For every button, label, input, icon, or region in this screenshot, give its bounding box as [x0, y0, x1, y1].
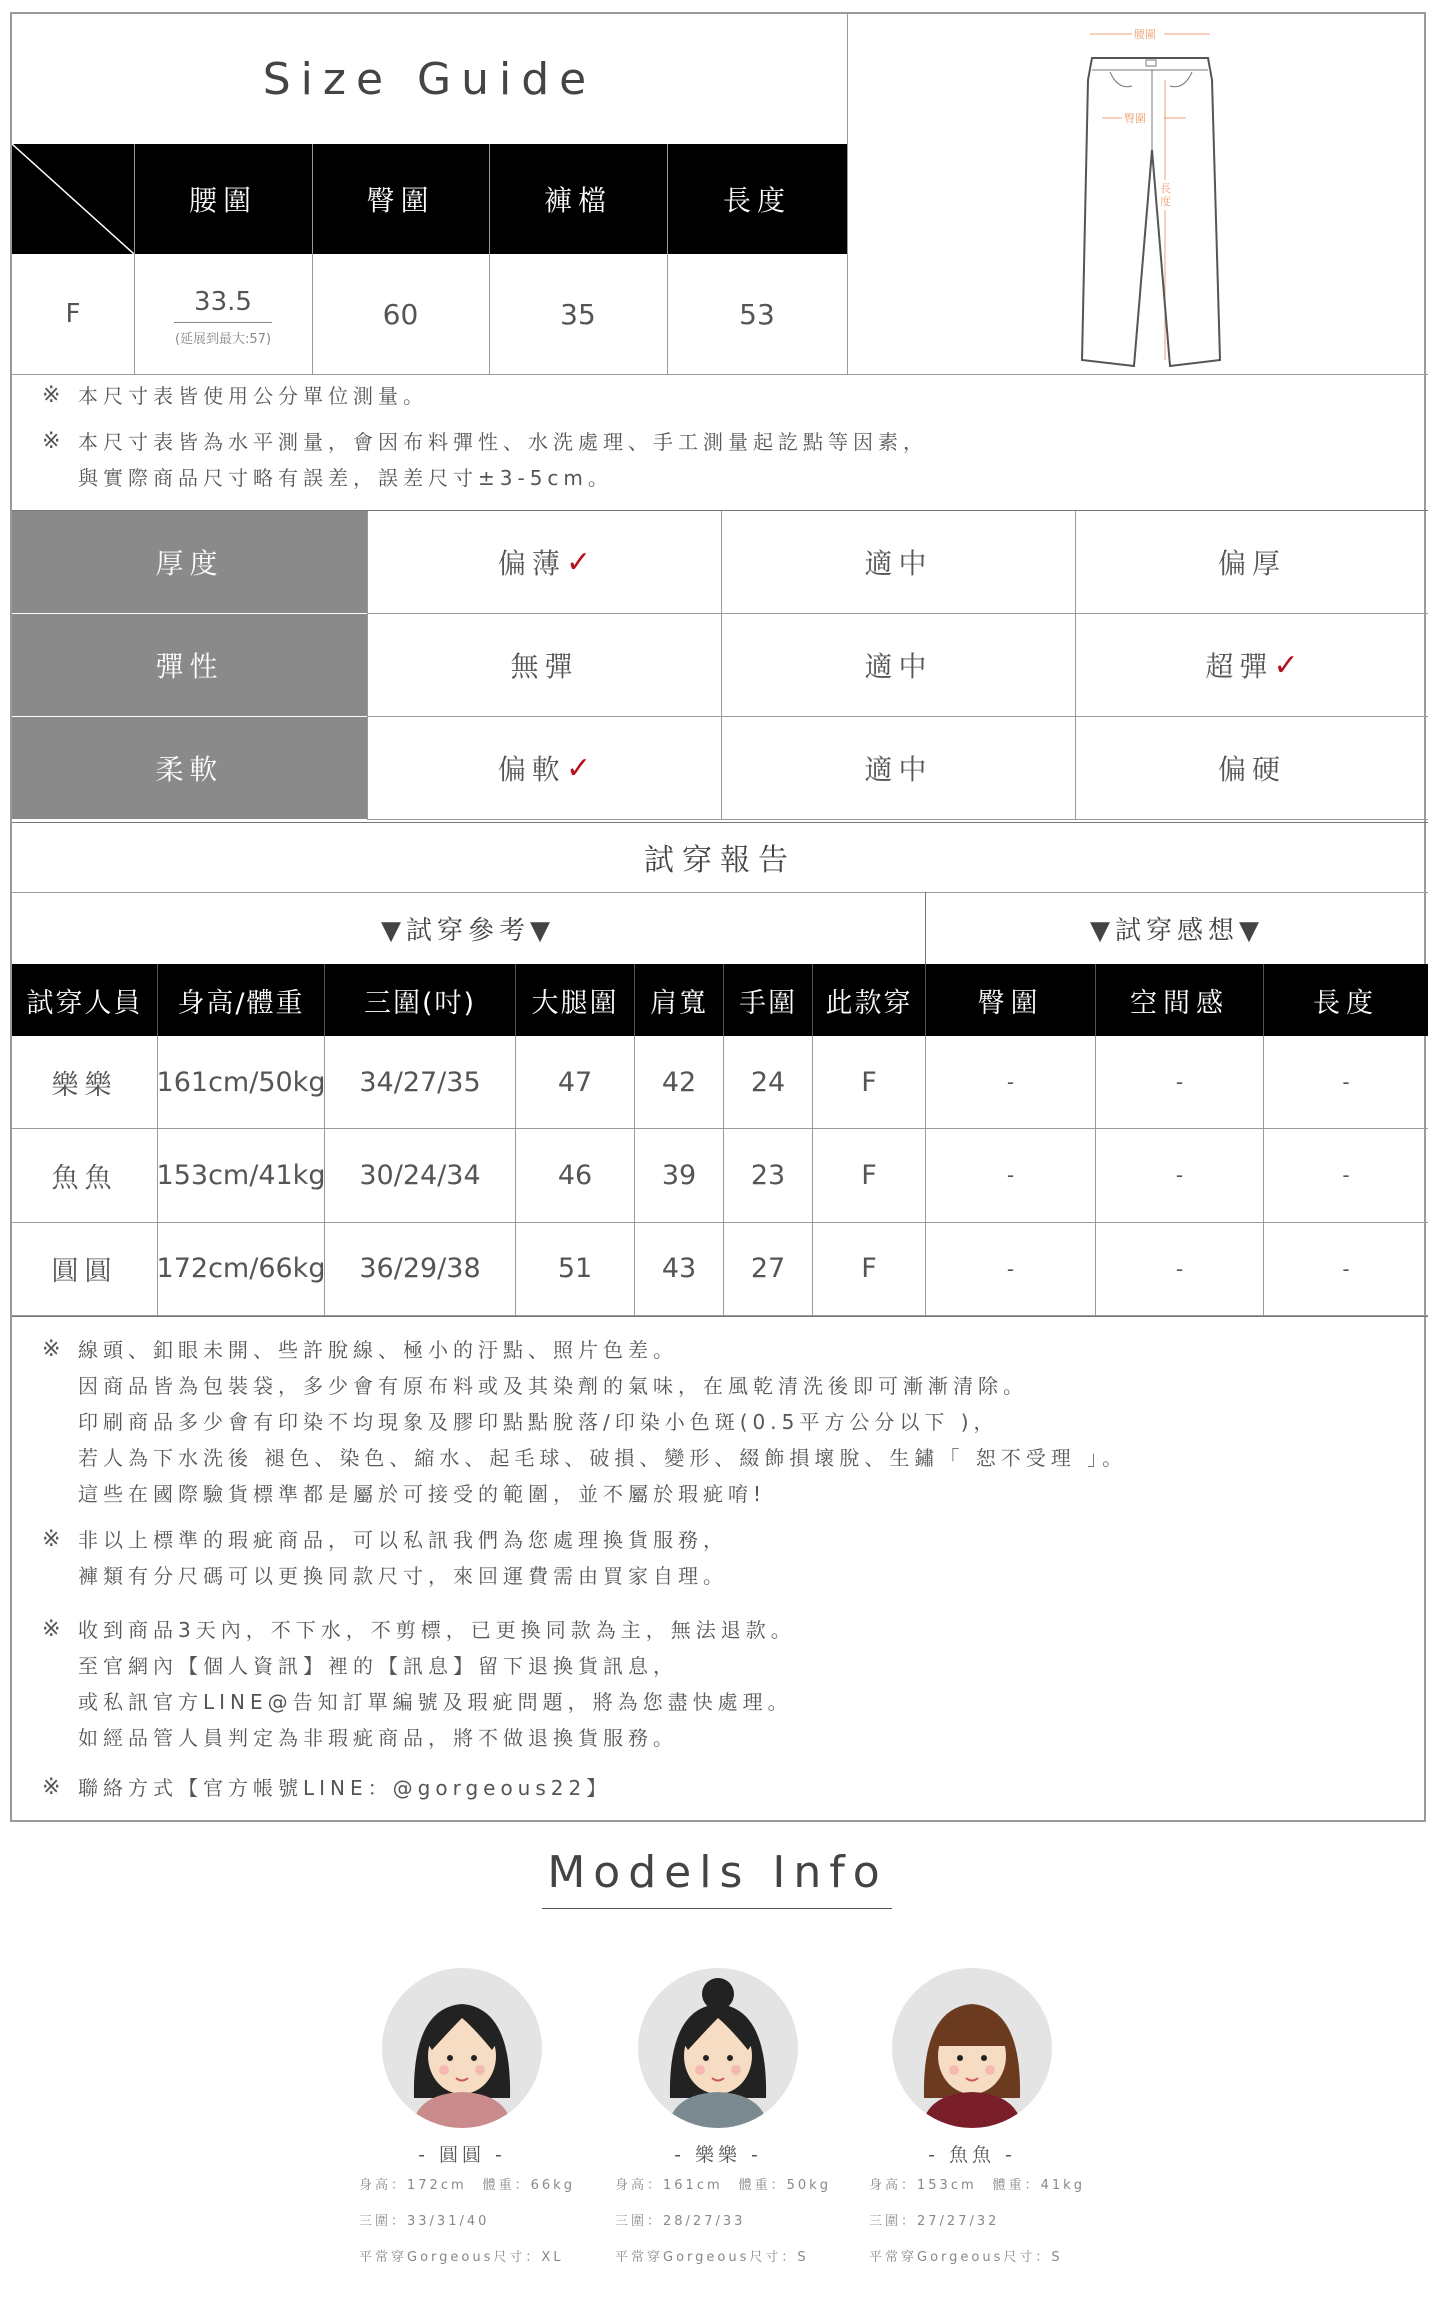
measure-note-2-line2: 與實際商品尺寸略有誤差，誤差尺寸±3-5cm。 [78, 466, 613, 490]
size-guide-title: Size Guide [262, 53, 597, 105]
fitting-col-3: 大腿圍 [515, 964, 634, 1036]
models-title: Models Info [547, 1846, 888, 1898]
fitting-cell: 30/24/34 [324, 1129, 515, 1222]
fabric-label-2: 柔軟 [12, 717, 367, 820]
fitting-cell: 51 [515, 1223, 634, 1316]
size-guide-frame [10, 12, 1426, 1822]
waist-value: 33.5 [194, 287, 252, 317]
model-hw: 身高：172cm 體重：66kg [359, 2178, 575, 2193]
fabric-option-text: 無彈 [510, 650, 579, 683]
fitting-cell: 23 [723, 1129, 812, 1222]
note-mark: ※ [42, 383, 66, 408]
note-mark: ※ [42, 429, 66, 454]
diagonal-corner-icon [12, 144, 134, 254]
fitting-cell: 34/27/35 [324, 1036, 515, 1129]
policy-block3 [42, 1612, 796, 1756]
diagram-label-hip: 臀圍 [1124, 112, 1146, 125]
note-mark: ※ [42, 1617, 66, 1642]
rise-value: 35 [560, 297, 596, 331]
policy-line: 線頭、釦眼未開、些許脫線、極小的汙點、照片色差。 [78, 1338, 678, 1362]
fitting-cell: 36/29/38 [324, 1223, 515, 1316]
policy-line: 印刷商品多少會有印染不均現象及膠印點點脫落/印染小色斑(0.5平方公分以下 )， [78, 1410, 999, 1434]
fabric-option-1-0 [367, 614, 721, 717]
model-avatar [638, 1968, 798, 2128]
model-bwh: 三圍：27/27/32 [869, 2214, 1000, 2229]
measure-note-1 [42, 378, 428, 414]
model-avatar [382, 1968, 542, 2128]
checkmark-icon: ✓ [1273, 647, 1299, 683]
waist-note: (延展到最大:57) [174, 331, 272, 347]
policy-line: 或私訊官方LINE@告知訂單編號及瑕疵問題，將為您盡快處理。 [78, 1690, 793, 1714]
fitting-col-8: 空間感 [1095, 964, 1263, 1036]
checkmark-icon: ✓ [565, 750, 592, 786]
fitting-cell: 39 [634, 1129, 723, 1222]
fabric-option-text: 偏厚 [1217, 547, 1286, 580]
model-bwh: 三圍：28/27/33 [615, 2214, 746, 2229]
fitting-title: 試穿報告 [644, 843, 796, 878]
fabric-option-text: 適中 [864, 650, 933, 683]
fabric-option-1-2 [1075, 614, 1428, 717]
fitting-col-7: 臀圍 [925, 964, 1095, 1036]
policy-block4 [42, 1770, 611, 1806]
fabric-option-2-1 [721, 717, 1075, 820]
model-size: 平常穿Gorgeous尺寸：S [869, 2250, 1063, 2265]
col-waist: 腰圍 [188, 184, 257, 217]
fitting-col-5: 手圍 [723, 964, 812, 1036]
col-hip: 臀圍 [366, 184, 435, 217]
fitting-cell: 153cm/41kg [157, 1129, 324, 1222]
fabric-label-0: 厚度 [12, 511, 367, 614]
policy-line: 若人為下水洗後 褪色、染色、縮水、起毛球、破損、變形、綴飾損壞脫、生鏽「 恕不受理 」。 [78, 1446, 1128, 1470]
fitting-cell: 47 [515, 1036, 634, 1129]
policy-line: 因商品皆為包裝袋，多少會有原布料或及其染劑的氣味，在風乾清洗後即可漸漸清除。 [78, 1374, 1028, 1398]
fitting-cell: F [812, 1036, 925, 1129]
fitting-feel-header: ▼試穿感想▼ [1090, 915, 1264, 946]
fitting-cell: 24 [723, 1036, 812, 1129]
fabric-option-0-0 [367, 511, 721, 614]
fabric-option-0-1 [721, 511, 1075, 614]
fabric-option-text: 適中 [864, 547, 933, 580]
fabric-option-1-1 [721, 614, 1075, 717]
model-hw: 身高：161cm 體重：50kg [615, 2178, 831, 2193]
policy-line: 非以上標準的瑕疵商品，可以私訊我們為您處理換貨服務， [78, 1528, 728, 1552]
measure-note-1-text: 本尺寸表皆使用公分單位測量。 [78, 384, 428, 408]
fitting-cell: F [812, 1129, 925, 1222]
fabric-label-1: 彈性 [12, 614, 367, 717]
hip-value: 60 [382, 297, 419, 331]
model-hw: 身高：153cm 體重：41kg [869, 2178, 1085, 2193]
size-label: F [65, 299, 81, 329]
fabric-option-text: 偏軟 [497, 753, 566, 786]
note-mark: ※ [42, 1527, 66, 1552]
waist-underline [174, 322, 272, 323]
policy-line: 收到商品3天內，不下水，不剪標，已更換同款為主，無法退款。 [78, 1618, 796, 1642]
model-name: - 樂樂 - [674, 2144, 762, 2166]
fitting-cell: 161cm/50kg [157, 1036, 324, 1129]
model-name: - 圓圓 - [418, 2144, 506, 2166]
measure-note-2 [42, 424, 928, 496]
fitting-col-9: 長度 [1263, 964, 1428, 1036]
fitting-col-1: 身高/體重 [157, 964, 324, 1036]
policy-line: 這些在國際驗貨標準都是屬於可接受的範圍，並不屬於瑕疵唷! [78, 1482, 767, 1506]
fabric-option-text: 適中 [864, 753, 933, 786]
length-value: 53 [739, 297, 775, 331]
fabric-option-text: 偏薄 [497, 547, 566, 580]
fitting-cell: F [812, 1223, 925, 1316]
fitting-col-6: 此款穿 [812, 964, 925, 1036]
col-rise: 褲檔 [543, 184, 612, 217]
fabric-option-text: 超彈 [1205, 650, 1274, 683]
fitting-cell: 27 [723, 1223, 812, 1316]
fitting-cell: 43 [634, 1223, 723, 1316]
diagram-label-waist: 腰圍 [1134, 28, 1156, 41]
policy-line: 褲類有分尺碼可以更換同款尺寸，來回運費需由買家自理。 [78, 1564, 728, 1588]
note-mark: ※ [42, 1337, 66, 1362]
models-title-underline [542, 1908, 892, 1909]
fitting-person-name: 圓圓 [12, 1223, 157, 1316]
model-size: 平常穿Gorgeous尺寸：XL [359, 2250, 564, 2265]
policy-line: 如經品管人員判定為非瑕疵商品，將不做退換貨服務。 [78, 1726, 678, 1750]
fitting-col-4: 肩寬 [634, 964, 723, 1036]
fitting-person-name: 魚魚 [12, 1129, 157, 1222]
policy-line: 聯絡方式【官方帳號LINE：@gorgeous22】 [78, 1776, 612, 1800]
waist-cell [134, 254, 312, 374]
policy-block1 [42, 1332, 1127, 1512]
fitting-person-name: 樂樂 [12, 1036, 157, 1129]
fitting-col-0: 試穿人員 [26, 987, 143, 1019]
fitting-cell: - [1263, 1036, 1428, 1129]
policy-line: 至官網內【個人資訊】裡的【訊息】留下退換貨訊息， [78, 1654, 678, 1678]
checkmark-icon: ✓ [565, 544, 592, 580]
fitting-cell: - [1263, 1129, 1428, 1222]
fabric-option-2-0 [367, 717, 721, 820]
pants-diagram-icon [1052, 20, 1252, 370]
fitting-cell: - [925, 1036, 1095, 1129]
model-bwh: 三圍：33/31/40 [359, 2214, 490, 2229]
fitting-cell: - [1095, 1129, 1263, 1222]
diagram-label-length: 長度 [1160, 182, 1171, 208]
model-size: 平常穿Gorgeous尺寸：S [615, 2250, 809, 2265]
model-avatar [892, 1968, 1052, 2128]
fitting-cell: - [1095, 1036, 1263, 1129]
col-length: 長度 [722, 184, 791, 217]
fitting-cell: - [925, 1223, 1095, 1316]
fabric-option-0-2 [1075, 511, 1428, 614]
fitting-cell: 172cm/66kg [157, 1223, 324, 1316]
fitting-ref-header: ▼試穿參考▼ [381, 915, 555, 946]
policy-block2 [42, 1522, 728, 1594]
measure-note-2-line1: 本尺寸表皆為水平測量，會因布料彈性、水洗處理、手工測量起訖點等因素， [78, 430, 928, 454]
fitting-cell: - [1263, 1223, 1428, 1316]
model-name: - 魚魚 - [928, 2144, 1016, 2166]
fabric-option-2-2 [1075, 717, 1428, 820]
fitting-cell: - [925, 1129, 1095, 1222]
fitting-cell: 42 [634, 1036, 723, 1129]
fitting-cell: - [1095, 1223, 1263, 1316]
fitting-col-2: 三圍(吋) [324, 964, 515, 1036]
note-mark: ※ [42, 1775, 66, 1800]
fabric-option-text: 偏硬 [1217, 753, 1286, 786]
fitting-cell: 46 [515, 1129, 634, 1222]
